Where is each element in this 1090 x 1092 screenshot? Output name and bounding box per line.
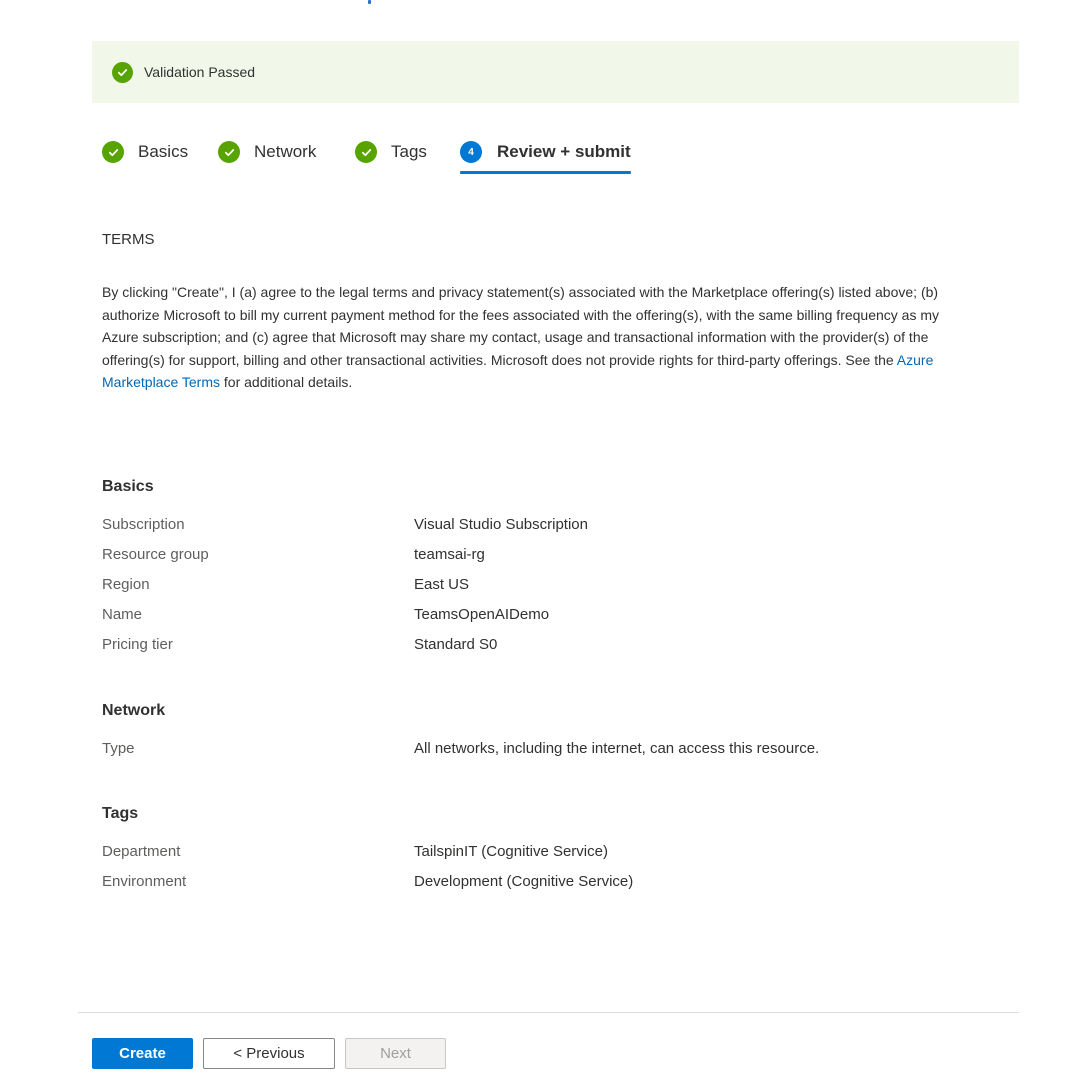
- validation-banner: [92, 41, 1019, 103]
- row-value: East US: [414, 576, 470, 593]
- row-value: All networks, including the internet, can access this resource.: [414, 740, 820, 757]
- step-complete-icon: [102, 141, 124, 163]
- azure-marketplace-terms-link[interactable]: Azure Marketplace Terms: [102, 351, 934, 391]
- validation-message: Validation Passed: [144, 64, 256, 80]
- summary-row: [102, 873, 1002, 895]
- section-title-basics: Basics: [102, 478, 154, 495]
- row-value: teamsai-rg: [414, 546, 485, 563]
- summary-row: [102, 606, 1002, 628]
- row-value: TeamsOpenAIDemo: [414, 606, 550, 623]
- step-label: Basics: [138, 142, 189, 161]
- tab-review-submit[interactable]: [460, 140, 631, 174]
- summary-row: [102, 636, 1002, 658]
- summary-row: [102, 576, 1002, 598]
- footer-divider: [78, 1012, 1019, 1013]
- row-value: Development (Cognitive Service): [414, 873, 634, 890]
- step-number-badge: 4: [460, 141, 482, 163]
- scroll-remnant: [368, 0, 371, 4]
- next-button[interactable]: Next: [345, 1038, 446, 1069]
- row-key: Subscription: [102, 516, 185, 533]
- row-value: Standard S0: [414, 636, 498, 653]
- section-title-network: Network: [102, 702, 166, 719]
- tab-network[interactable]: [218, 140, 355, 164]
- row-value: TailspinIT (Cognitive Service): [414, 843, 608, 860]
- wizard-steps: [102, 140, 631, 176]
- terms-text-part: for additional details.: [220, 374, 353, 391]
- summary-row: [102, 516, 1002, 538]
- terms-text-part: By clicking "Create", I (a) agree to the legal terms and privacy statement(s) associated with the Marketplace offering(s) listed above; (b) authorize Microsoft to bill my current payment method for the fees associated with the offering(s), with the same billing frequency as my Azure subscription; and (c) agree that Microsoft may share my contact, usage and transactional information with the provider(s) of the offering(s) for support, billing and other transactional activities. Microsoft does not provide rights for third-party offerings. See the: [102, 284, 940, 368]
- row-value: Visual Studio Subscription: [414, 516, 588, 533]
- previous-button[interactable]: < Previous: [203, 1038, 335, 1069]
- row-key: Pricing tier: [102, 636, 173, 653]
- step-complete-icon: [218, 141, 240, 163]
- summary-row: [102, 546, 1002, 568]
- step-label: Tags: [391, 142, 427, 161]
- row-key: Department: [102, 843, 181, 860]
- success-check-icon: [112, 62, 133, 83]
- create-button[interactable]: Create: [92, 1038, 193, 1069]
- summary-row: [102, 843, 1002, 865]
- row-key: Type: [102, 740, 135, 757]
- row-key: Name: [102, 606, 143, 623]
- row-key: Resource group: [102, 546, 209, 563]
- row-key: Environment: [102, 873, 187, 890]
- section-title-tags: Tags: [102, 805, 139, 822]
- step-label: Review + submit: [497, 142, 631, 161]
- terms-text: [102, 281, 952, 394]
- tab-tags[interactable]: [355, 140, 460, 164]
- tab-basics[interactable]: [102, 140, 218, 164]
- terms-heading: TERMS: [102, 231, 155, 248]
- step-label: Network: [254, 142, 317, 161]
- summary-row: [102, 740, 1002, 762]
- row-key: Region: [102, 576, 150, 593]
- step-complete-icon: [355, 141, 377, 163]
